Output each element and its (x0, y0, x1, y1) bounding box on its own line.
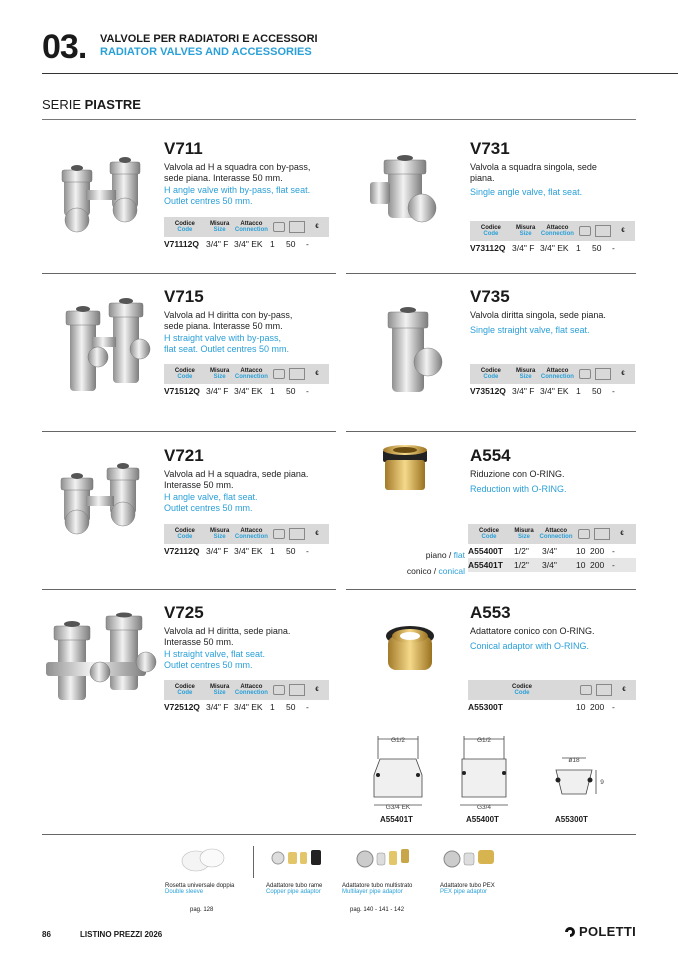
v715-desc-en-1: H straight valve with by-pass, (164, 333, 282, 343)
v711-product-image (42, 150, 157, 240)
drawing-label: G3/4 (476, 804, 492, 811)
accessory-name-en: Copper pipe adaptor (266, 889, 321, 895)
poletti-logo-icon (563, 925, 577, 939)
a554-desc-en-1: Reduction with O-RING. (470, 483, 567, 494)
section-divider (346, 431, 636, 432)
table-row: V71112Q 3/4" F 3/4" EK 1 50 - (164, 239, 309, 249)
table-row: V72512Q 3/4" F 3/4" EK 1 50 - (164, 702, 309, 712)
a554-table (468, 524, 636, 572)
table-row: V72112Q 3/4" F 3/4" EK 1 50 - (164, 546, 309, 556)
series-title: SERIE PIASTRE (42, 97, 141, 112)
table-header: Codice Code Misura Size Attacco Connection € (164, 524, 329, 544)
box-icon (579, 369, 591, 379)
brand-name: POLETTI (579, 924, 636, 939)
carton-icon (594, 528, 610, 540)
v721-product-image (52, 460, 157, 540)
box-icon (273, 369, 285, 379)
v725-desc-it-2: Interasse 50 mm. (164, 636, 234, 647)
drawing-label: G1/2 (476, 737, 492, 744)
section-divider (42, 834, 636, 835)
a554-product-image (375, 442, 437, 500)
box-icon (580, 685, 592, 695)
accessory-divider (253, 846, 254, 878)
box-icon (578, 529, 590, 539)
series-rule (42, 119, 636, 120)
v735-table (470, 364, 635, 398)
v731-product-image (360, 150, 450, 235)
table-header: Codice Code € (468, 680, 636, 700)
carton-icon (289, 684, 305, 696)
drawing-caption: A55300T (555, 815, 588, 824)
section-divider (42, 273, 336, 274)
table-row: A55400T 1/2" 3/4" 10 200 - (468, 546, 615, 556)
table-row: A55401T 1/2" 3/4" 10 200 - (468, 558, 636, 572)
drawing-label: G1/2 (390, 737, 406, 744)
box-icon (273, 529, 285, 539)
table-header: Codice Code Misura Size Attacco Connection € (164, 364, 329, 384)
accessory-name-it: Adattatore tubo multistrato (342, 883, 413, 889)
v715-product-image (58, 295, 158, 400)
page-number: 86 (42, 930, 51, 939)
a554-code: A554 (470, 446, 511, 465)
a55300t-drawing (540, 750, 610, 810)
a554-row-label-flat: piano / flat (425, 550, 465, 560)
accessory-name-en: PEX pipe adaptor (440, 889, 488, 895)
accessory-name-it: Adattatore tubo rame (266, 883, 323, 889)
drawing-label: G3/4 EK (385, 804, 411, 811)
accessory-name-it: Adattatore tubo PEX (440, 883, 495, 889)
section-divider (42, 589, 336, 590)
v731-desc-en-1: Single angle valve, flat seat. (470, 187, 583, 197)
v721-desc-en-1: H angle valve, flat seat. (164, 492, 258, 502)
drawing-label: ø18 (568, 757, 580, 764)
v721-desc-en-2: Outlet centres 50 mm. (164, 502, 253, 513)
a553-desc-it-1: Adattatore conico con O-RING. (470, 626, 595, 636)
chapter-title-it: VALVOLE PER RADIATORI E ACCESSORI (100, 33, 318, 45)
v725-desc-it-1: Valvola ad H diritta, sede piana. (164, 626, 291, 636)
table-header: Codice Code Misura Size Attacco Connection € (164, 680, 329, 700)
v711-desc-en-2: Outlet centres 50 mm. (164, 195, 253, 206)
carton-icon (596, 684, 612, 696)
v721-desc-it-1: Valvola ad H a squadra, sede piana. (164, 469, 309, 479)
carton-icon (289, 528, 305, 540)
v721-desc-it-2: Interasse 50 mm. (164, 479, 234, 490)
v711-table (164, 217, 329, 251)
v725-desc-en-1: H straight valve, flat seat. (164, 649, 266, 659)
box-icon (579, 226, 591, 236)
drawing-caption: A55400T (466, 815, 499, 824)
carton-icon (595, 368, 611, 380)
table-header: Codice Code Misura Size Attacco Connection € (470, 364, 635, 384)
section-divider (42, 431, 336, 432)
v735-product-image (380, 300, 450, 400)
carton-icon (595, 225, 611, 237)
v715-desc-it-1: Valvola ad H diritta con by-pass, (164, 310, 293, 320)
double-sleeve-image (178, 845, 228, 875)
accessory-name-it: Rosetta universale doppia (165, 883, 235, 889)
v715-table (164, 364, 329, 398)
v731-table (470, 221, 635, 255)
v725-table (164, 680, 329, 714)
pex-adaptor-image (442, 845, 500, 870)
box-icon (273, 222, 285, 232)
table-row: V73512Q 3/4" F 3/4" EK 1 50 - (470, 386, 615, 396)
chapter-number: 03. (42, 28, 87, 66)
v711-desc-it-1: Valvola ad H a squadra con by-pass, (164, 162, 311, 172)
v711-code: V711 (164, 139, 203, 158)
footer-title: LISTINO PREZZI 2026 (80, 930, 163, 939)
v731-desc-it-1: Valvola a squadra singola, sede (470, 162, 597, 172)
carton-icon (289, 221, 305, 233)
multilayer-adaptor-image (355, 845, 413, 870)
v715-code: V715 (164, 287, 204, 306)
v711-desc-it-2: sede piana. Interasse 50 mm. (164, 172, 283, 183)
chapter-title-en: RADIATOR VALVES AND ACCESSORIES (100, 46, 312, 58)
v735-code: V735 (470, 287, 510, 306)
v721-code: V721 (164, 446, 204, 465)
v715-desc-it-2: sede piana. Interasse 50 mm. (164, 320, 283, 331)
header-rule (42, 73, 678, 74)
v731-desc-it-2: piana. (470, 172, 495, 183)
a55401t-drawing (362, 733, 434, 813)
table-header: Codice Code Misura Size Attacco Connection € (164, 217, 329, 237)
accessory-name-en: Multilayer pipe adaptor (342, 889, 403, 895)
v731-code: V731 (470, 139, 510, 158)
table-header: Codice Code Misura Size Attacco Connection € (468, 524, 636, 544)
a553-desc-en-1: Conical adaptor with O-RING. (470, 640, 590, 651)
a553-code: A553 (470, 603, 511, 622)
a554-desc-it-1: Riduzione con O-RING. (470, 469, 565, 479)
a554-row-label-conical: conico / conical (406, 566, 465, 576)
accessory-page-ref: pag. 128 (190, 907, 214, 913)
accessory-name-en: Double sleeve (165, 889, 204, 895)
section-divider (346, 589, 636, 590)
carton-icon (289, 368, 305, 380)
box-icon (273, 685, 285, 695)
v735-desc-it-1: Valvola diritta singola, sede piana. (470, 310, 606, 320)
v725-code: V725 (164, 603, 204, 622)
v711-desc-en-1: H angle valve with by-pass, flat seat. (164, 185, 311, 195)
drawing-caption: A55401T (380, 815, 413, 824)
accessory-page-ref: pag. 140 - 141 - 142 (350, 907, 405, 913)
table-header: Codice Code Misura Size Attacco Connection € (470, 221, 635, 241)
table-row: V71512Q 3/4" F 3/4" EK 1 50 - (164, 386, 309, 396)
v715-desc-en-2: flat seat. Outlet centres 50 mm. (164, 343, 290, 354)
a553-product-image (380, 622, 440, 687)
table-row: A55300T 10 200 - (468, 702, 615, 712)
drawing-label: 9 (600, 779, 604, 786)
section-divider (346, 273, 636, 274)
v725-product-image (44, 612, 159, 707)
a553-table (468, 680, 636, 714)
v721-table (164, 524, 329, 558)
table-row: V73112Q 3/4" F 3/4" EK 1 50 - (470, 243, 615, 253)
v725-desc-en-2: Outlet centres 50 mm. (164, 659, 253, 670)
v735-desc-en-1: Single straight valve, flat seat. (470, 324, 590, 335)
copper-adaptor-image (270, 847, 325, 869)
a55400t-drawing (448, 733, 520, 813)
brand-logo (563, 924, 636, 939)
